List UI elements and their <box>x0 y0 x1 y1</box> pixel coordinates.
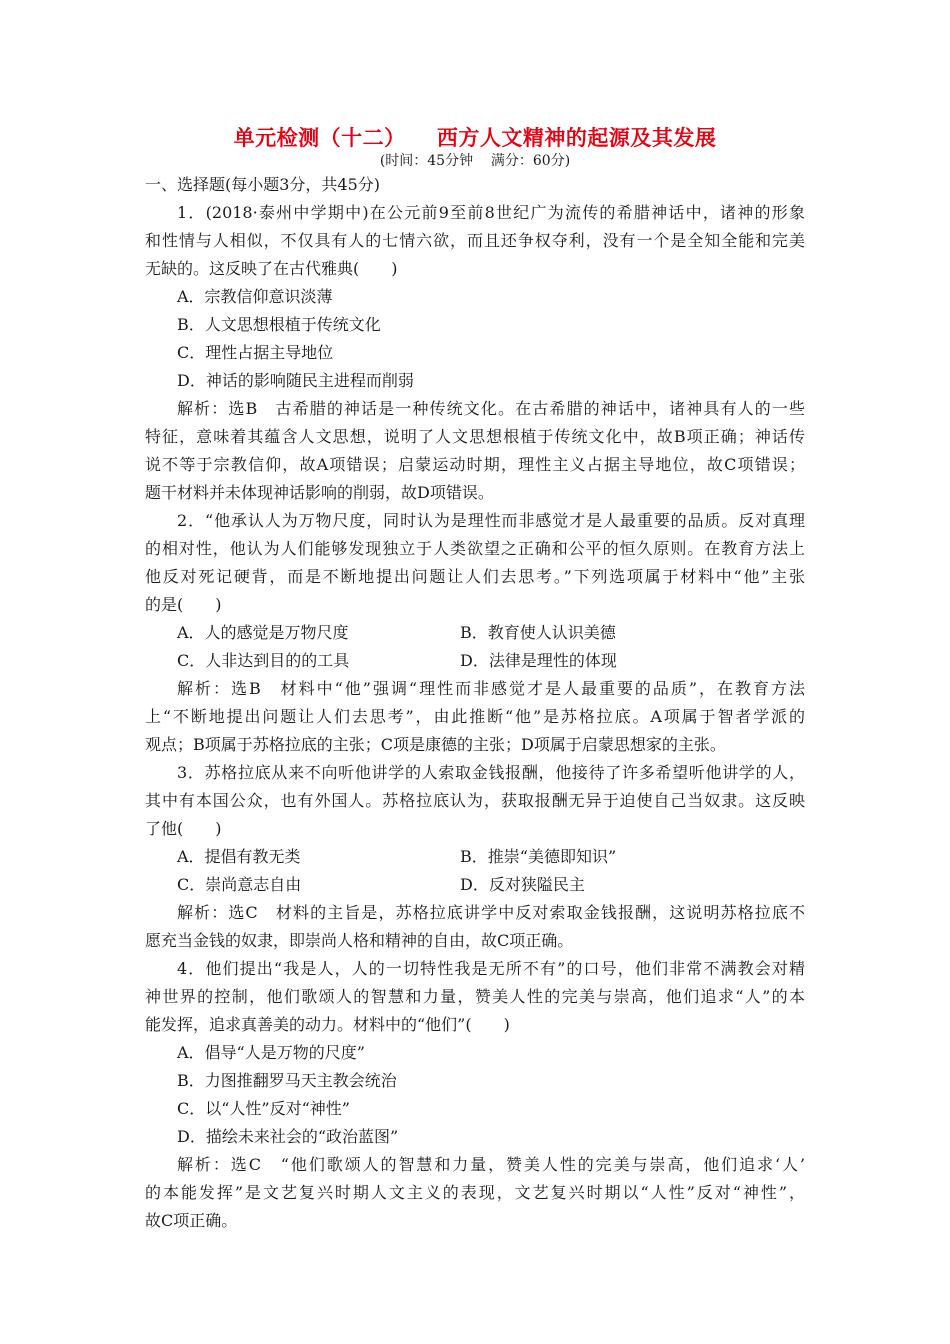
section-heading: 一、选择题(每小题3分，共45分) <box>145 175 381 194</box>
q2-stem-line: 的是( ) <box>145 595 222 614</box>
q3-stem-line: 了他( ) <box>145 819 222 838</box>
q4-option-c: C．以“人性”反对“神性” <box>177 1099 350 1118</box>
q2-analysis-line: 解析：选B 材料中“他”强调“理性而非感觉才是人最重要的品质”，在教育方法 <box>177 679 805 698</box>
q3-analysis-line: 愿充当金钱的奴隶，即崇尚人格和精神的自由，故C项正确。 <box>145 931 574 950</box>
q4-stem-line: 神世界的控制，他们歌颂人的智慧和力量，赞美人性的完美与崇高，他们追求“人”的本 <box>145 987 805 1006</box>
q4-analysis-line: 故C项正确。 <box>145 1211 238 1230</box>
q2-option-d: D．法律是理性的体现 <box>460 651 617 670</box>
q1-option-b: B．人文思想根植于传统文化 <box>177 315 381 334</box>
q2-option-a: A．人的感觉是万物尺度 <box>177 623 349 642</box>
q3-stem-line: 其中有本国公众，也有外国人。苏格拉底认为，获取报酬无异于迫使自己当奴隶。这反映 <box>145 791 805 810</box>
q4-analysis-line: 的本能发挥”是文艺复兴时期人文主义的表现，文艺复兴时期以“人性”反对“神性”， <box>145 1183 805 1202</box>
q3-stem-line: 3．苏格拉底从来不向听他讲学的人索取金钱报酬，他接待了许多希望听他讲学的人， <box>177 763 805 782</box>
q4-stem-line: 能发挥，追求真善美的动力。材料中的“他们”( ) <box>145 1015 510 1034</box>
q1-analysis-line: 说不等于宗教信仰，故A项错误；启蒙运动时期，理性主义占据主导地位，故C项错误； <box>145 455 805 474</box>
q4-option-d: D．描绘未来社会的“政治蓝图” <box>177 1127 399 1146</box>
q1-analysis-line: 解析：选B 古希腊的神话是一种传统文化。在古希腊的神话中，诸神具有人的一些 <box>177 399 805 418</box>
q1-analysis-line: 特征，意味着其蕴含人文思想，说明了人文思想根植于传统文化中，故B项正确；神话传 <box>145 427 805 446</box>
q2-analysis-line: 上“不断地提出问题让人们去思考”，由此推断“他”是苏格拉底。A项属于智者学派的 <box>145 707 805 726</box>
page-title: 单元检测（十二） 西方人文精神的起源及其发展 <box>233 126 717 150</box>
q1-stem-line: 和性情与人相似，不仅具有人的七情六欲，而且还争权夺利，没有一个是全知全能和完美 <box>145 231 805 250</box>
q2-option-b: B．教育使人认识美德 <box>460 623 616 642</box>
q3-analysis-line: 解析：选C 材料的主旨是，苏格拉底讲学中反对索取金钱报酬，这说明苏格拉底不 <box>177 903 805 922</box>
q1-option-c: C．理性占据主导地位 <box>177 343 334 362</box>
q1-option-a: A．宗教信仰意识淡薄 <box>177 287 333 306</box>
q2-analysis-line: 观点；B项属于苏格拉底的主张；C项是康德的主张；D项属于启蒙思想家的主张。 <box>145 735 726 754</box>
exam-info: (时间：45分钟 满分：60分) <box>379 153 571 169</box>
q2-option-c: C．人非达到目的的工具 <box>177 651 350 670</box>
q1-analysis-line: 题干材料并未体现神话影响的削弱，故D项错误。 <box>145 483 494 502</box>
q3-option-d: D．反对狭隘民主 <box>460 875 585 894</box>
q4-option-a: A．倡导“人是万物的尺度” <box>177 1043 365 1062</box>
q4-option-b: B．力图推翻罗马天主教会统治 <box>177 1071 397 1090</box>
q4-stem-line: 4．他们提出“我是人，人的一切特性我是无所不有”的口号，他们非常不满教会对精 <box>177 959 805 978</box>
q3-option-c: C．崇尚意志自由 <box>177 875 302 894</box>
q3-option-a: A．提倡有教无类 <box>177 847 301 866</box>
q1-option-d: D．神话的影响随民主进程而削弱 <box>177 371 414 390</box>
q2-stem-line: 他反对死记硬背，而是不断地提出问题让人们去思考。”下列选项属于材料中“他”主张 <box>145 567 805 586</box>
q4-analysis-line: 解析：选C “他们歌颂人的智慧和力量，赞美人性的完美与崇高，他们追求‘人’ <box>177 1155 805 1174</box>
q2-stem-line: 的相对性，他认为人们能够发现独立于人类欲望之正确和公平的恒久原则。在教育方法上 <box>145 539 805 558</box>
q3-option-b: B．推崇“美德即知识” <box>460 847 617 866</box>
q2-stem-line: 2．“他承认人为万物尺度，同时认为是理性而非感觉才是人最重要的品质。反对真理 <box>177 511 805 530</box>
q1-stem-line: 无缺的。这反映了在古代雅典( ) <box>145 259 398 278</box>
q1-stem-line: 1．(2018·泰州中学期中)在公元前9至前8世纪广为流传的希腊神话中，诸神的形象 <box>177 203 805 222</box>
